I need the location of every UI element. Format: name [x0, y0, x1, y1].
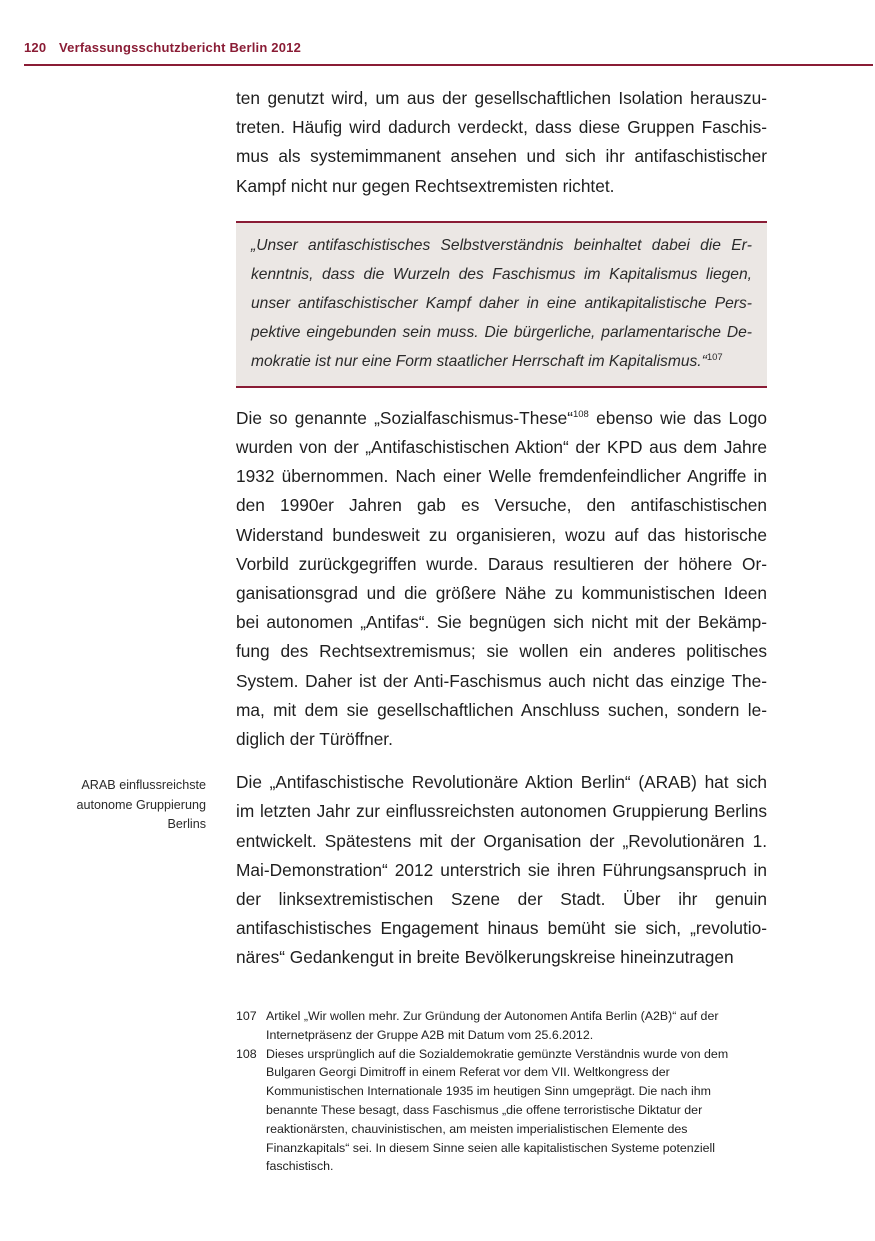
- paragraph-2-start: Die so genannte „Sozialfaschismus-These“: [236, 407, 573, 428]
- footnote-text: Dieses ursprünglich auf die Sozialdemokratie gemünzte Verständnis wurde von dem Bulgaren Georgi Dimitroff in einem Referat vor dem VII. Weltkongress der Kommunistischen Internationale 1935 im heutigen Sinn umgeprägt. Die nach ihm benannte These besagt, dass Faschismus „die offene terroristische Diktatur der reaktionärsten, chauvinistischen, am meisten imperialistischen Elemente des Finanzkapitals“ sei. In diesem Sinne seien alle kapitalistischen Systeme potenziell faschistisch.: [266, 1046, 729, 1174]
- paragraph-1: ten genutzt wird, um aus der gesellschaftlichen Isolation herauszutreten. Häufig wird dadurch verdeckt, dass diese Gruppen Faschismus als systemimmanent ansehen und sich ihr antifaschistischer Kampf nicht nur gegen Rechtsextremisten richtet.: [236, 88, 767, 196]
- quote-box: [236, 221, 767, 388]
- paragraph-2-rest: ebenso wie das Logo wurden von der „Antifaschistischen Aktion“ der KPD aus dem Jahre 1932 übernommen. Nach einer Welle fremdenfeindlicher Angriffe in den 1990er Jahren gab es Versuche, den antifaschistischen Widerstand bundesweit zu organisieren, wozu auf das historische Vorbild zurückgegriffen wurde. Daraus resultieren der höhere Organisationsgrad und die größere Nähe zu kommunistischen Ideen bei autonomen „Antifas“. Sie begnügen sich nicht mit der Bekämpfung des Rechtsextremismus; sie wollen ein anderes politisches System. Daher ist der Anti-Faschismus auch nicht das einzige Thema, mit dem sie gesellschaftlichen Anschluss suchen, sondern lediglich der Türöffner.: [236, 407, 767, 750]
- footnote-108: [236, 1045, 766, 1177]
- quote-body: „Unser antifaschistisches Selbstverständnis beinhaltet dabei die Erkenntnis, dass die Wurzeln des Faschismus im Kapitalismus liegen, unser antifaschistischer Kampf daher in eine antikapitalistische Perspektive eingebunden sein muss. Die bürgerliche, parlamentarische Demokratie ist nur eine Form staatlicher Herrschaft im Kapitalismus.“: [251, 236, 752, 370]
- page-number: 120: [24, 40, 47, 55]
- footnote-number: 108: [236, 1046, 257, 1061]
- footnote-107: [236, 1007, 766, 1045]
- page-header: [24, 40, 873, 66]
- footnotes: [236, 1007, 766, 1176]
- footnote-ref-107: 107: [706, 351, 723, 363]
- margin-note: ARAB einflussreichste autonome Gruppierung Berlins: [76, 778, 206, 831]
- running-title: Verfassungsschutzbericht Berlin 2012: [59, 40, 302, 55]
- paragraph-2: [236, 404, 767, 754]
- footnote-number: 107: [236, 1009, 257, 1023]
- footnote-ref-108: 108: [572, 409, 589, 421]
- footnote-text: Artikel „Wir wollen mehr. Zur Gründung der Autonomen Antifa Berlin (A2B)“ auf der Internetpräsenz der Gruppe A2B mit Datum vom 25.6.2012.: [266, 1009, 719, 1042]
- quote-text: [251, 231, 752, 376]
- paragraph-3: Die „Antifaschistische Revolutionäre Aktion Berlin“ (ARAB) hat sich im letzten Jahr zur einflussreichsten autonomen Gruppierung Berlins entwickelt. Spätestens mit der Organisation der „Revolutionären 1. Mai-Demonstration“ 2012 unterstrich sie ihren Führungsanspruch in der linksextremistischen Szene der Stadt. Über ihr genuin antifaschistisches Engagement hinaus bemüht sie sich, „revolutionäres“ Gedankengut in breite Bevölkerungskreise hineinzutragen: [236, 772, 767, 968]
- main-text-column: [236, 84, 767, 973]
